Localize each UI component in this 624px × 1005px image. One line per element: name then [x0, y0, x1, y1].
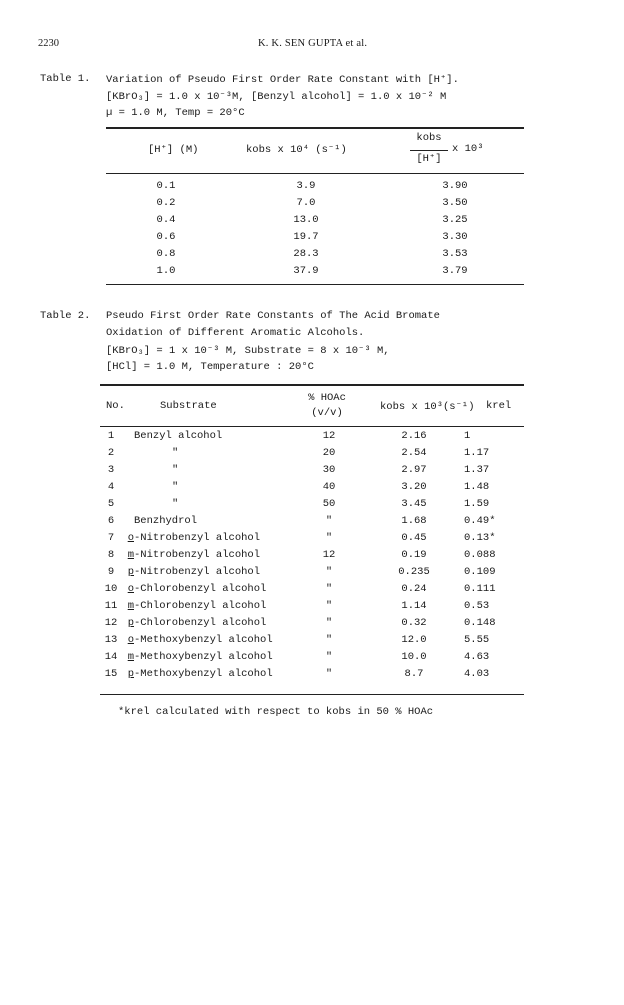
table-row: [100, 496, 524, 513]
table2-cell-krel: 1.17: [464, 447, 490, 459]
table-row: [100, 428, 524, 445]
table2-cell-no: 8: [107, 549, 115, 561]
table2-cell-krel: 4.63: [464, 651, 490, 663]
table2-cell-prefix: [122, 445, 134, 462]
table2-cell-substrate: Benzyl alcohol: [134, 430, 223, 442]
table1-label: Table 1.: [40, 73, 91, 85]
table1-cell-ratio: 3.50: [442, 197, 468, 209]
table2-cell-krel: 0.109: [464, 566, 496, 578]
table2-cell-no: 13: [104, 634, 118, 646]
table1-caption-line1: Variation of Pseudo First Order Rate Constant with [H⁺].: [106, 74, 459, 86]
table1-caption-line3: µ = 1.0 M, Temp = 20°C: [106, 107, 245, 119]
table2-cell-no: 3: [107, 464, 115, 476]
table-row: [100, 581, 524, 598]
table2-cell-substrate: ": [172, 464, 179, 476]
table-row: [100, 615, 524, 632]
table2-cell-prefix: [122, 462, 134, 479]
table-row: [106, 263, 524, 280]
table-row: [106, 229, 524, 246]
table2-cell-kobs: 0.32: [401, 617, 427, 629]
table-row: [106, 246, 524, 263]
table2-cell-kobs: 0.45: [401, 532, 427, 544]
table2-cell-prefix: m: [127, 549, 134, 561]
table2-cell-krel: 1.59: [464, 498, 490, 510]
table2-cell-prefix: [122, 513, 134, 530]
table2-footnote: *krel calculated with respect to kobs in 50 % HOAc: [118, 706, 434, 718]
table-row: [100, 598, 524, 615]
table2-cell-hoac: 30: [322, 464, 336, 476]
running-head: K. K. SEN GUPTA et al.: [258, 38, 368, 49]
table1-cell-h: 0.1: [156, 180, 176, 192]
table1-cell-kobs: 28.3: [293, 248, 319, 260]
table2-header-no: No.: [106, 400, 125, 412]
table2-cell-substrate: ": [172, 481, 179, 493]
table2-cell-kobs: 3.45: [401, 498, 427, 510]
table2-cell-krel: 5.55: [464, 634, 490, 646]
table2-header-substrate: Substrate: [160, 400, 217, 412]
table2-cell-krel: 0.148: [464, 617, 496, 629]
table2-cell-hoac: 50: [322, 498, 336, 510]
table2-cell-substrate: ": [172, 447, 179, 459]
table2-cell-krel: 0.111: [464, 583, 496, 595]
table2-cell-substrate: Benzhydrol: [134, 515, 198, 527]
table2-cell-hoac: ": [325, 566, 333, 578]
table2-cell-substrate: -Chlorobenzyl alcohol: [134, 617, 267, 629]
table1-bottom-rule: [106, 284, 524, 285]
table2-cell-prefix: p: [127, 668, 134, 680]
table2-cell-substrate: ": [172, 498, 179, 510]
table2-cell-kobs: 2.16: [401, 430, 427, 442]
table-row: [100, 479, 524, 496]
table-row: [106, 212, 524, 229]
table-row: [100, 462, 524, 479]
table2-cell-kobs: 1.68: [401, 515, 427, 527]
table2-cell-no: 5: [107, 498, 115, 510]
table-row: [100, 632, 524, 649]
table2-bottom-rule: [100, 694, 524, 695]
table2-cell-kobs: 0.19: [401, 549, 427, 561]
table-row: [106, 178, 524, 195]
table2-cell-no: 1: [107, 430, 115, 442]
table1-header-ratio-multiplier: x 10³: [452, 143, 484, 155]
table2-cell-substrate: -Methoxybenzyl alcohol: [134, 651, 273, 663]
table2-top-rule: [100, 384, 524, 386]
table2-cell-substrate: -Methoxybenzyl alcohol: [134, 634, 273, 646]
table2-cell-kobs: 2.54: [401, 447, 427, 459]
table2-caption-line2: Oxidation of Different Aromatic Alcohols.: [106, 327, 365, 339]
table1-header-kobs: kobs x 10⁴ (s⁻¹): [246, 144, 347, 156]
table2-cell-prefix: [122, 496, 134, 513]
table2-cell-kobs: 2.97: [401, 464, 427, 476]
table2-cell-hoac: ": [325, 651, 333, 663]
table2-cell-prefix: [122, 428, 134, 445]
table2-cell-hoac: 40: [322, 481, 336, 493]
table2-cell-hoac: 20: [322, 447, 336, 459]
table1-cell-h: 1.0: [156, 265, 176, 277]
page-number: 2230: [38, 38, 59, 49]
table2-cell-prefix: p: [127, 617, 134, 629]
table2-cell-no: 6: [107, 515, 115, 527]
table2-cell-no: 11: [104, 600, 118, 612]
table2-cell-prefix: o: [127, 532, 134, 544]
table2-cell-substrate: -Nitrobenzyl alcohol: [134, 566, 261, 578]
table2-caption-line4: [HCl] = 1.0 M, Temperature : 20°C: [106, 361, 314, 373]
table-row: [106, 195, 524, 212]
table2-cell-no: 4: [107, 481, 115, 493]
table1-cell-h: 0.6: [156, 231, 176, 243]
table2-cell-hoac: ": [325, 668, 333, 680]
table2-cell-kobs: 10.0: [401, 651, 427, 663]
table2-cell-krel: 1.48: [464, 481, 490, 493]
table2-cell-no: 10: [104, 583, 118, 595]
table2-cell-kobs: 12.0: [401, 634, 427, 646]
table2-caption-line3: [KBrO₃] = 1 x 10⁻³ M, Substrate = 8 x 10⁻³ M,: [106, 345, 390, 357]
table1-cell-kobs: 13.0: [293, 214, 319, 226]
table2-header-kobs: kobs x 10³(s⁻¹): [380, 401, 475, 413]
table1-cell-ratio: 3.30: [442, 231, 468, 243]
table1-cell-h: 0.2: [156, 197, 176, 209]
table1-header-fraction-bar: [410, 150, 448, 151]
table1-cell-ratio: 3.79: [442, 265, 468, 277]
table2-cell-substrate: -Nitrobenzyl alcohol: [134, 549, 261, 561]
table2-cell-substrate: -Chlorobenzyl alcohol: [134, 583, 267, 595]
table-row: [100, 649, 524, 666]
table2-cell-hoac: ": [325, 600, 333, 612]
table-row: [100, 513, 524, 530]
table2-caption-line1: Pseudo First Order Rate Constants of The Acid Bromate: [106, 310, 440, 322]
table1-header-ratio-denominator: [H⁺]: [416, 153, 442, 165]
table2-cell-krel: 0.088: [464, 549, 496, 561]
table2-cell-krel: 1.37: [464, 464, 490, 476]
table2-cell-prefix: p: [127, 566, 134, 578]
table1-cell-ratio: 3.53: [442, 248, 468, 260]
table1-cell-ratio: 3.90: [442, 180, 468, 192]
table2-label: Table 2.: [40, 310, 91, 322]
table1-header-rule: [106, 173, 524, 174]
table2-cell-kobs: 3.20: [401, 481, 427, 493]
table1-cell-h: 0.4: [156, 214, 176, 226]
table2-cell-prefix: [122, 479, 134, 496]
table1-body: [106, 178, 524, 280]
table2-cell-krel: 4.03: [464, 668, 490, 680]
table2-cell-prefix: m: [127, 651, 134, 663]
table-row: [100, 564, 524, 581]
table1-cell-kobs: 19.7: [293, 231, 319, 243]
table2-cell-kobs: 1.14: [401, 600, 427, 612]
table2-cell-hoac: ": [325, 634, 333, 646]
table2-cell-krel: 0.13*: [464, 532, 496, 544]
table2-cell-krel: 1: [464, 430, 471, 442]
table2-body: [100, 428, 524, 683]
table2-header-hoac-units: (v/v): [311, 407, 343, 419]
table-row: [100, 530, 524, 547]
table2-cell-hoac: 12: [322, 430, 336, 442]
table2-cell-krel: 0.49*: [464, 515, 496, 527]
table1-caption-line2: [KBrO₃] = 1.0 x 10⁻³M, [Benzyl alcohol] = 1.0 x 10⁻² M: [106, 91, 447, 103]
table2-header-hoac: % HOAc: [308, 392, 346, 404]
table2-cell-prefix: o: [127, 583, 134, 595]
table1-top-rule: [106, 127, 524, 129]
table2-cell-no: 2: [107, 447, 115, 459]
table2-cell-substrate: -Nitrobenzyl alcohol: [134, 532, 261, 544]
table2-cell-hoac: 12: [322, 549, 336, 561]
table2-cell-substrate: -Chlorobenzyl alcohol: [134, 600, 267, 612]
table1-cell-kobs: 7.0: [296, 197, 316, 209]
table2-cell-prefix: m: [127, 600, 134, 612]
table2-cell-krel: 0.53: [464, 600, 490, 612]
table-row: [100, 445, 524, 462]
table2-cell-hoac: ": [325, 532, 333, 544]
table2-header-rule: [100, 426, 524, 427]
table-row: [100, 666, 524, 683]
table2-cell-substrate: -Methoxybenzyl alcohol: [134, 668, 273, 680]
table2-cell-no: 12: [104, 617, 118, 629]
table2-cell-hoac: ": [325, 617, 333, 629]
table2-cell-no: 9: [107, 566, 115, 578]
table2-cell-hoac: ": [325, 515, 333, 527]
table2-cell-prefix: o: [127, 634, 134, 646]
table2-cell-no: 14: [104, 651, 118, 663]
table1-cell-kobs: 37.9: [293, 265, 319, 277]
table-row: [100, 547, 524, 564]
table1-header-ratio-numerator: kobs: [416, 132, 442, 144]
table2-cell-hoac: ": [325, 583, 333, 595]
table2-cell-no: 15: [104, 668, 118, 680]
table2-cell-kobs: 0.24: [401, 583, 427, 595]
table1-cell-ratio: 3.25: [442, 214, 468, 226]
table1-cell-kobs: 3.9: [296, 180, 316, 192]
table1-cell-h: 0.8: [156, 248, 176, 260]
table2-cell-kobs: 0.235: [398, 566, 430, 578]
table1-header-h: [H⁺] (M): [148, 144, 199, 156]
table2-header-krel: krel: [486, 400, 512, 412]
table2-cell-no: 7: [107, 532, 115, 544]
table2-cell-kobs: 8.7: [404, 668, 424, 680]
